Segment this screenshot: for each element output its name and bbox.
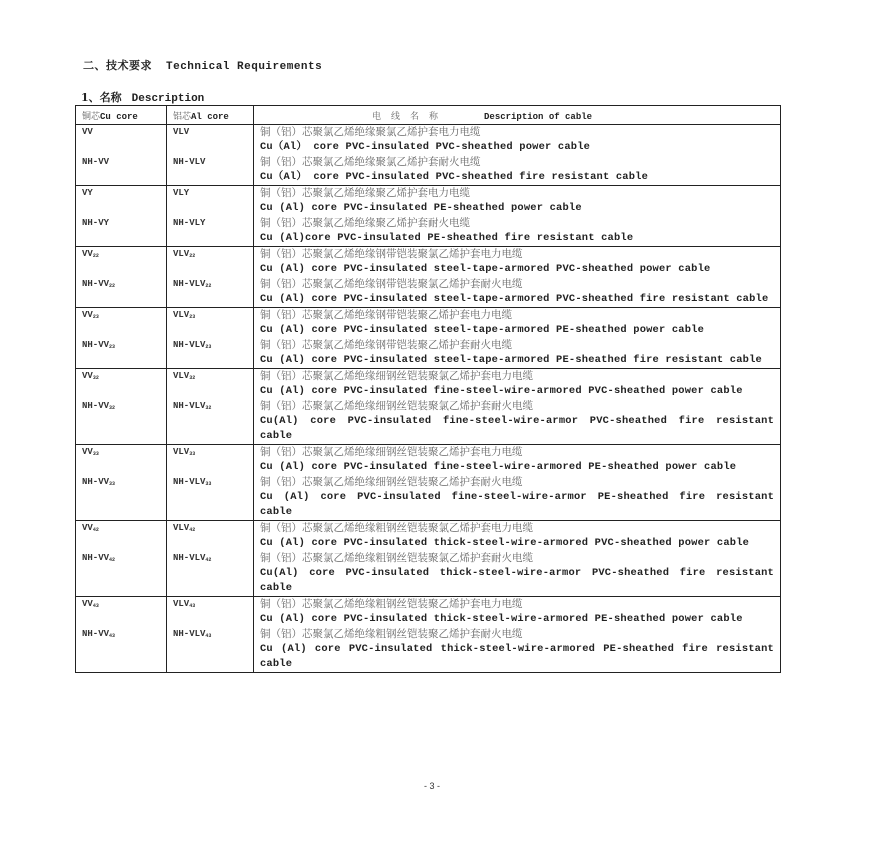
model-code-text: VV xyxy=(82,310,93,320)
description-zh-fire: 铜（铝）芯聚氯乙烯绝缘钢带铠装聚乙烯护套耐火电缆 xyxy=(260,339,512,351)
description-cell xyxy=(254,521,781,597)
table-row xyxy=(76,247,781,308)
model-code-subscript: 43 xyxy=(189,603,196,609)
subsection-heading-en: Description xyxy=(131,93,205,105)
header-al-en: Al core xyxy=(191,111,229,122)
description-zh-fire: 铜（铝）芯聚氯乙烯绝缘钢带铠装聚氯乙烯护套耐火电缆 xyxy=(260,278,523,290)
model-code xyxy=(173,247,253,262)
model-code-subscript: 23 xyxy=(92,314,99,320)
description-en-power: Cu (Al) core PVC-insulated fine-steel-wire-armored PVC-sheathed power cable xyxy=(260,385,743,397)
model-code-text: NH-VLV xyxy=(173,477,206,487)
fire-resistant-model-code xyxy=(82,277,166,292)
description-cell xyxy=(254,369,781,445)
table-header-row xyxy=(76,106,781,125)
model-code xyxy=(82,125,166,140)
model-code-subscript: 43 xyxy=(109,633,116,639)
model-code xyxy=(82,369,166,384)
header-desc-en: Description of cable xyxy=(484,111,593,122)
description-cell xyxy=(254,445,781,521)
table-row xyxy=(76,521,781,597)
model-code xyxy=(82,521,166,536)
model-code-text: NH-VV xyxy=(82,477,110,487)
model-code-subscript: 22 xyxy=(205,283,212,289)
model-code-text: VV xyxy=(82,599,93,609)
description-zh-fire: 铜（铝）芯聚氯乙烯绝缘细钢丝铠装聚乙烯护套耐火电缆 xyxy=(260,476,523,488)
header-description xyxy=(254,106,781,125)
model-code xyxy=(82,247,166,262)
model-code-subscript: 32 xyxy=(205,405,212,411)
description-zh-power: 铜（铝）芯聚氯乙烯绝缘聚氯乙烯护套电力电缆 xyxy=(260,126,481,138)
model-code-text: VV xyxy=(82,249,93,259)
model-code xyxy=(82,308,166,323)
model-code-text: NH-VLV xyxy=(173,340,206,350)
header-cu-zh: 铜芯 xyxy=(82,111,101,122)
model-code-subscript: 22 xyxy=(92,253,99,259)
header-cu-core xyxy=(76,106,167,125)
description-zh-power: 铜（铝）芯聚氯乙烯绝缘粗钢丝铠装聚乙烯护套电力电缆 xyxy=(260,598,523,610)
table-row xyxy=(76,125,781,186)
al-core-cell xyxy=(167,125,254,186)
description-zh-power: 铜（铝）芯聚氯乙烯绝缘钢带铠装聚氯乙烯护套电力电缆 xyxy=(260,248,523,260)
model-code-text: NH-VV xyxy=(82,629,110,639)
model-code-text: VLV xyxy=(173,127,190,137)
description-en-power: Cu（Al） core PVC-insulated PVC-sheathed power cable xyxy=(260,141,591,153)
description-en-fire: Cu (Al)core PVC-insulated PE-sheathed fire resistant cable xyxy=(260,232,634,244)
cu-core-cell xyxy=(76,521,167,597)
description-cell xyxy=(254,247,781,308)
model-code-text: NH-VLV xyxy=(173,553,206,563)
description-en-power: Cu (Al) core PVC-insulated thick-steel-wire-armored PVC-sheathed power cable xyxy=(260,537,750,549)
model-code-subscript: 42 xyxy=(92,527,99,533)
description-en-power: Cu (Al) core PVC-insulated thick-steel-wire-armored PE-sheathed power cable xyxy=(260,613,743,625)
model-code xyxy=(173,125,253,140)
section-heading-en: Technical Requirements xyxy=(166,61,323,73)
model-code-text: VLV xyxy=(173,523,190,533)
model-code-text: NH-VLV xyxy=(173,629,206,639)
model-code-subscript: 33 xyxy=(205,481,212,487)
section-heading-zh: 二、技术要求 xyxy=(83,59,152,72)
model-code-text: VV xyxy=(82,371,93,381)
model-code-subscript: 32 xyxy=(189,375,196,381)
description-en-fire: Cu(Al) core PVC-insulated fine-steel-wire-armor PVC-sheathed fire resistant cable xyxy=(260,415,774,442)
description-zh-power: 铜（铝）芯聚氯乙烯绝缘聚乙烯护套电力电缆 xyxy=(260,187,470,199)
model-code-subscript: 33 xyxy=(189,451,196,457)
table-row xyxy=(76,308,781,369)
section-heading xyxy=(83,57,322,73)
model-code-text: NH-VV xyxy=(82,553,110,563)
model-code-subscript: 23 xyxy=(109,344,116,350)
model-code-text: NH-VLV xyxy=(173,401,206,411)
model-code-subscript: 32 xyxy=(92,375,99,381)
model-code-subscript: 43 xyxy=(92,603,99,609)
fire-resistant-model-code xyxy=(82,338,166,353)
description-en-fire: Cu (Al) core PVC-insulated steel-tape-armored PE-sheathed fire resistant cable xyxy=(260,354,762,366)
model-code-subscript: 33 xyxy=(109,481,116,487)
model-code-text: VLV xyxy=(173,599,190,609)
description-zh-fire: 铜（铝）芯聚氯乙烯绝缘聚乙烯护套耐火电缆 xyxy=(260,217,470,229)
description-zh-fire: 铜（铝）芯聚氯乙烯绝缘粗钢丝铠装聚乙烯护套耐火电缆 xyxy=(260,628,523,640)
model-code-text: NH-VLV xyxy=(173,279,206,289)
description-en-power: Cu (Al) core PVC-insulated PE-sheathed power cable xyxy=(260,202,582,214)
table-row xyxy=(76,597,781,673)
fire-resistant-model-code xyxy=(173,399,253,414)
al-core-cell xyxy=(167,521,254,597)
model-code-subscript: 42 xyxy=(109,557,116,563)
model-code-text: NH-VV xyxy=(82,340,110,350)
fire-resistant-model-code xyxy=(82,475,166,490)
fire-resistant-model-code xyxy=(173,216,253,231)
description-zh-power: 铜（铝）芯聚氯乙烯绝缘粗钢丝铠装聚氯乙烯护套电力电缆 xyxy=(260,522,533,534)
fire-resistant-model-code xyxy=(82,155,166,170)
model-code-text: VY xyxy=(82,188,93,198)
cu-core-cell xyxy=(76,597,167,673)
cu-core-cell xyxy=(76,369,167,445)
model-code-text: VV xyxy=(82,523,93,533)
model-code xyxy=(173,597,253,612)
header-desc-zh: 电线名称 xyxy=(372,111,449,122)
description-zh-power: 铜（铝）芯聚氯乙烯绝缘细钢丝铠装聚氯乙烯护套电力电缆 xyxy=(260,370,533,382)
description-en-power: Cu (Al) core PVC-insulated steel-tape-armored PE-sheathed power cable xyxy=(260,324,705,336)
model-code-subscript: 42 xyxy=(205,557,212,563)
model-code-subscript: 33 xyxy=(92,451,99,457)
description-zh-fire: 铜（铝）芯聚氯乙烯绝缘聚氯乙烯护套耐火电缆 xyxy=(260,156,481,168)
model-code-subscript: 32 xyxy=(109,405,116,411)
header-al-zh: 铝芯 xyxy=(173,111,192,122)
cu-core-cell xyxy=(76,308,167,369)
description-zh-power: 铜（铝）芯聚氯乙烯绝缘细钢丝铠装聚乙烯护套电力电缆 xyxy=(260,446,523,458)
description-zh-power: 铜（铝）芯聚氯乙烯绝缘钢带铠装聚乙烯护套电力电缆 xyxy=(260,309,512,321)
table-row xyxy=(76,369,781,445)
fire-resistant-model-code xyxy=(82,216,166,231)
model-code-text: VLV xyxy=(173,447,190,457)
description-en-fire: Cu (Al) core PVC-insulated steel-tape-armored PVC-sheathed fire resistant cable xyxy=(260,293,769,305)
model-code xyxy=(82,186,166,201)
model-code-text: NH-VV xyxy=(82,157,110,167)
fire-resistant-model-code xyxy=(173,277,253,292)
model-code-text: VV xyxy=(82,447,93,457)
description-en-fire: Cu (Al) core PVC-insulated thick-steel-wire-armored PE-sheathed fire resistant cable xyxy=(260,643,774,670)
model-code-text: NH-VLY xyxy=(173,218,206,228)
fire-resistant-model-code xyxy=(82,551,166,566)
model-code-subscript: 43 xyxy=(205,633,212,639)
description-cell xyxy=(254,125,781,186)
table-row xyxy=(76,186,781,247)
description-en-power: Cu (Al) core PVC-insulated steel-tape-armored PVC-sheathed power cable xyxy=(260,263,711,275)
description-en-fire: Cu(Al) core PVC-insulated thick-steel-wire-armor PVC-sheathed fire resistant cable xyxy=(260,567,774,594)
model-code-text: NH-VLV xyxy=(173,157,206,167)
model-code xyxy=(173,445,253,460)
fire-resistant-model-code xyxy=(173,475,253,490)
model-code-subscript: 22 xyxy=(109,283,116,289)
model-code-text: VLY xyxy=(173,188,190,198)
model-code-text: VLV xyxy=(173,371,190,381)
model-code-subscript: 23 xyxy=(205,344,212,350)
al-core-cell xyxy=(167,247,254,308)
model-code-text: NH-VV xyxy=(82,401,110,411)
subsection-heading xyxy=(81,89,204,105)
model-code-text: NH-VV xyxy=(82,279,110,289)
model-code-subscript: 42 xyxy=(189,527,196,533)
model-code-subscript: 22 xyxy=(189,253,196,259)
cu-core-cell xyxy=(76,247,167,308)
model-code-subscript: 23 xyxy=(189,314,196,320)
model-code-text: NH-VY xyxy=(82,218,110,228)
description-zh-fire: 铜（铝）芯聚氯乙烯绝缘粗钢丝铠装聚氯乙烯护套耐火电缆 xyxy=(260,552,533,564)
model-code-text: VLV xyxy=(173,310,190,320)
subsection-heading-zh: 1、名称 xyxy=(81,91,122,104)
description-cell xyxy=(254,597,781,673)
fire-resistant-model-code xyxy=(82,399,166,414)
model-code xyxy=(82,445,166,460)
description-cell xyxy=(254,186,781,247)
description-en-power: Cu (Al) core PVC-insulated fine-steel-wire-armored PE-sheathed power cable xyxy=(260,461,737,473)
description-en-fire: Cu（Al） core PVC-insulated PVC-sheathed fire resistant cable xyxy=(260,171,648,183)
model-code-text: VV xyxy=(82,127,93,137)
description-cell xyxy=(254,308,781,369)
al-core-cell xyxy=(167,369,254,445)
cable-description-table xyxy=(75,105,781,673)
header-al-core xyxy=(167,106,254,125)
fire-resistant-model-code xyxy=(173,627,253,642)
cu-core-cell xyxy=(76,445,167,521)
header-cu-en: Cu core xyxy=(100,111,138,122)
fire-resistant-model-code xyxy=(173,155,253,170)
model-code xyxy=(173,308,253,323)
description-en-fire: Cu (Al) core PVC-insulated fine-steel-wire-armor PE-sheathed fire resistant cable xyxy=(260,491,774,518)
fire-resistant-model-code xyxy=(82,627,166,642)
page-number: - 3 - xyxy=(424,781,441,791)
cu-core-cell xyxy=(76,186,167,247)
fire-resistant-model-code xyxy=(173,551,253,566)
al-core-cell xyxy=(167,186,254,247)
model-code xyxy=(173,521,253,536)
al-core-cell xyxy=(167,597,254,673)
model-code-text: VLV xyxy=(173,249,190,259)
model-code xyxy=(173,369,253,384)
al-core-cell xyxy=(167,445,254,521)
al-core-cell xyxy=(167,308,254,369)
model-code xyxy=(173,186,253,201)
cu-core-cell xyxy=(76,125,167,186)
fire-resistant-model-code xyxy=(173,338,253,353)
model-code xyxy=(82,597,166,612)
table-row xyxy=(76,445,781,521)
description-zh-fire: 铜（铝）芯聚氯乙烯绝缘细钢丝铠装聚氯乙烯护套耐火电缆 xyxy=(260,400,533,412)
